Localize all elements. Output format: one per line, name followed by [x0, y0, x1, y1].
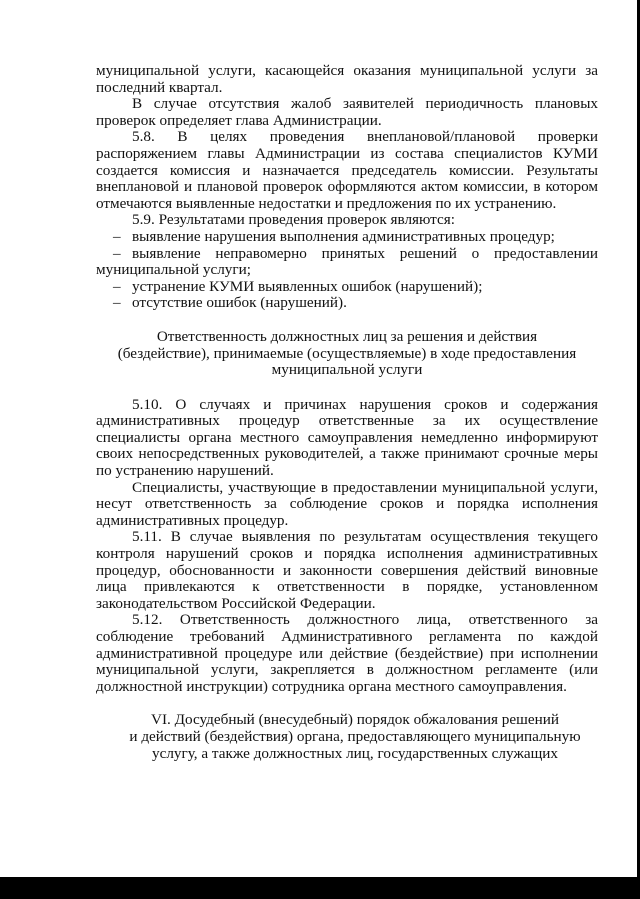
list-item	[96, 229, 598, 246]
list-item-text: отсутствие ошибок (нарушений).	[132, 294, 347, 312]
heading-line: VI. Досудебный (внесудебный) порядок обжалования решений	[151, 711, 559, 729]
heading-line: муниципальной услуги	[271, 361, 423, 379]
heading-section-vi	[96, 712, 598, 762]
list-dash: –	[113, 244, 121, 262]
heading-line: услугу, а также должностных лиц, государственных служащих	[151, 744, 558, 762]
paragraph-5-9: 5.9. Результатами проведения проверок являются:	[132, 211, 455, 229]
paragraph-complaints-absence: В случае отсутствия жалоб заявителей периодичность плановых проверок определяет глава Администрации.	[96, 95, 598, 129]
paragraph-5-11: 5.11. В случае выявления по результатам осуществления текущего контроля нарушений сроков и порядка исполнения административных процедур, обоснованности и законности совершения действий виновные лица привлекаются к ответственности в порядке, установленном законодательством Российской Федерации.	[96, 528, 598, 612]
document-body	[96, 63, 598, 762]
heading-responsibility	[96, 329, 598, 379]
list-item-text: устранение КУМИ выявленных ошибок (нарушений);	[132, 277, 483, 295]
heading-line: Ответственность должностных лиц за решения и действия	[156, 327, 538, 345]
list-dash: –	[113, 227, 121, 245]
heading-line: и действий (бездействия) органа, предоставляющего муниципальную	[129, 727, 581, 745]
paragraph-continuation: муниципальной услуги, касающейся оказания муниципальной услуги за последний квартал.	[96, 62, 598, 96]
paragraph-5-8: 5.8. В целях проведения внеплановой/плановой проверки распоряжением главы Администрации из состава специалистов КУМИ создается комиссия и назначается председатель комиссии. Результаты внеплановой и плановой проверок оформляются актом комиссии, в котором отмечаются выявленные недостатки и предложения по их устранению.	[96, 128, 598, 212]
list-item-text: выявление нарушения выполнения административных процедур;	[132, 227, 555, 245]
list-item	[96, 279, 598, 296]
paragraph-5-10: 5.10. О случаях и причинах нарушения сроков и содержания административных процедур ответственные за их осуществление специалисты органа местного самоуправления немедленно информируют своих непосредственных руководителей, а также принимают срочные меры по устранению нарушений.	[96, 395, 598, 480]
list-item	[96, 295, 598, 312]
paragraph-5-12: 5.12. Ответственность должностного лица, ответственного за соблюдение требований Административного регламента по каждой административной процедуре или действие (бездействие) при исполнении муниципальной услуги, закрепляется в должностном регламенте (или должностной инструкции) сотрудника органа местного самоуправления.	[96, 611, 598, 695]
paragraph-specialists: Специалисты, участвующие в предоставлении муниципальной услуги, несут ответственность за соблюдение сроков и порядка исполнения административных процедур.	[96, 478, 598, 529]
list-dash: –	[113, 277, 121, 295]
list-dash: –	[113, 294, 121, 312]
list-item	[96, 246, 598, 279]
heading-line: (бездействие), принимаемые (осуществляемые) в ходе предоставления	[117, 344, 577, 362]
scan-edge-bottom	[0, 877, 640, 899]
list-item-text: выявление неправомерно принятых решений о предоставлении муниципальной услуги;	[96, 244, 598, 279]
